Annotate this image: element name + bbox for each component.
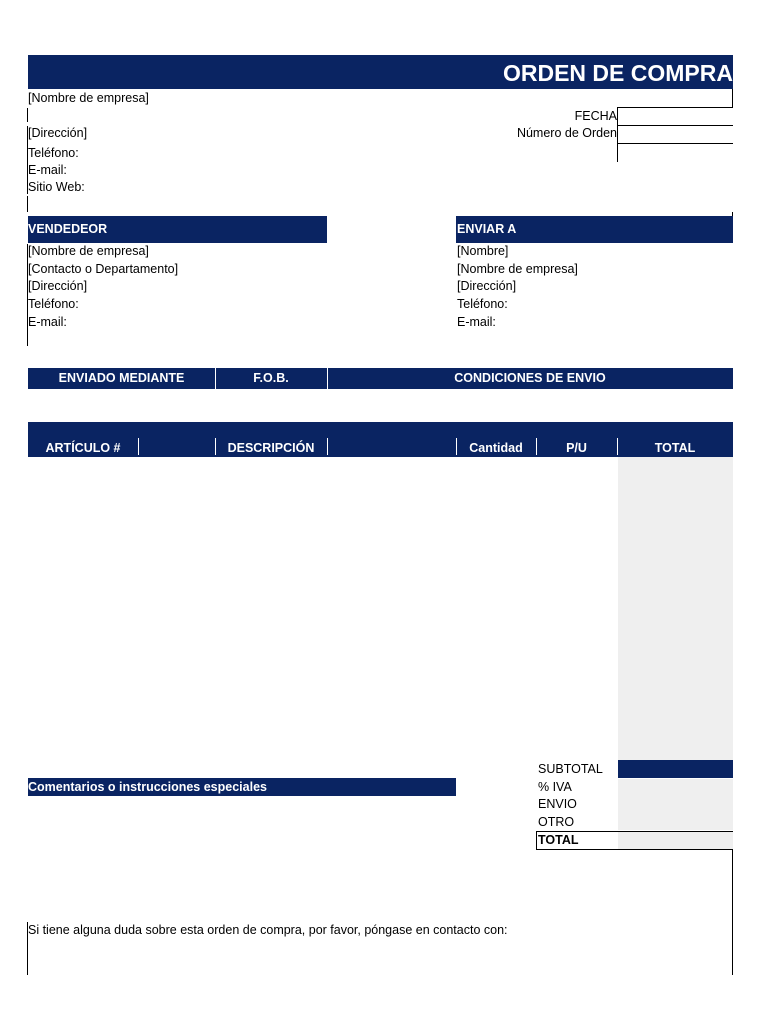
company-email: E-mail:	[28, 163, 67, 177]
total-column-cells	[618, 457, 733, 760]
items-table-body[interactable]	[28, 457, 617, 760]
shipping-label: ENVIO	[538, 797, 577, 811]
contact-note: Si tiene alguna duda sobre esta orden de compra, por favor, póngase en contacto con:	[28, 923, 508, 937]
subtotal-value	[618, 760, 733, 778]
shipping-value[interactable]	[618, 796, 733, 813]
vendor-header: VENDEDEOR	[28, 222, 108, 236]
cell-border	[732, 212, 733, 216]
cell-border	[138, 438, 139, 455]
vendor-line: Teléfono:	[28, 297, 79, 311]
total-label: TOTAL	[538, 833, 579, 847]
items-col-header: TOTAL	[654, 441, 696, 455]
comments-header: Comentarios o instrucciones especiales	[28, 780, 267, 794]
cell-border	[536, 849, 733, 850]
company-website: Sitio Web:	[28, 180, 85, 194]
vendor-line: E-mail:	[28, 315, 67, 329]
subtotal-label: SUBTOTAL	[538, 762, 603, 776]
order-number-label: Número de Orden	[516, 126, 617, 140]
items-col-header: DESCRIPCIÓN	[227, 441, 315, 455]
total-value	[618, 832, 733, 849]
items-col-header: P/U	[566, 441, 587, 455]
vendor-line: [Contacto o Departamento]	[28, 262, 179, 276]
ship-to-header: ENVIAR A	[457, 222, 517, 236]
cell-border	[27, 108, 28, 122]
cell-border	[27, 922, 28, 975]
cell-border	[27, 196, 28, 212]
tax-value[interactable]	[618, 779, 733, 796]
order-number-field[interactable]	[618, 126, 732, 143]
vendor-line: [Dirección]	[28, 279, 88, 293]
ship-to-line: [Dirección]	[457, 279, 517, 293]
cell-border	[27, 244, 28, 346]
vendor-line: [Nombre de empresa]	[28, 244, 149, 258]
company-phone: Teléfono:	[28, 146, 79, 160]
fob-header: F.O.B.	[253, 371, 289, 385]
items-col-header: ARTÍCULO #	[45, 441, 121, 455]
sent-via-header: ENVIADO MEDIANTE	[58, 371, 185, 385]
ship-to-line: [Nombre de empresa]	[457, 262, 578, 276]
ship-to-line: [Nombre]	[457, 244, 509, 258]
date-label: FECHA	[574, 109, 617, 123]
other-value[interactable]	[618, 813, 733, 830]
cell-border	[536, 832, 537, 849]
items-col-header: Cantidad	[469, 441, 523, 455]
cell-border	[327, 438, 328, 455]
comments-area[interactable]	[28, 797, 456, 907]
other-label: OTRO	[538, 815, 575, 829]
company-address: [Dirección]	[28, 126, 88, 140]
shipping-terms-header: CONDICIONES DE ENVIO	[454, 371, 606, 385]
ship-to-line: Teléfono:	[457, 297, 508, 311]
cell-border	[617, 143, 733, 144]
ship-to-line: E-mail:	[457, 315, 496, 329]
cell-border	[732, 89, 733, 107]
cell-border	[27, 126, 28, 194]
cell-border	[732, 849, 733, 975]
page-title: ORDEN DE COMPRA	[502, 60, 733, 86]
company-name: [Nombre de empresa]	[28, 91, 149, 105]
tax-label: % IVA	[538, 780, 572, 794]
date-field[interactable]	[618, 108, 732, 125]
